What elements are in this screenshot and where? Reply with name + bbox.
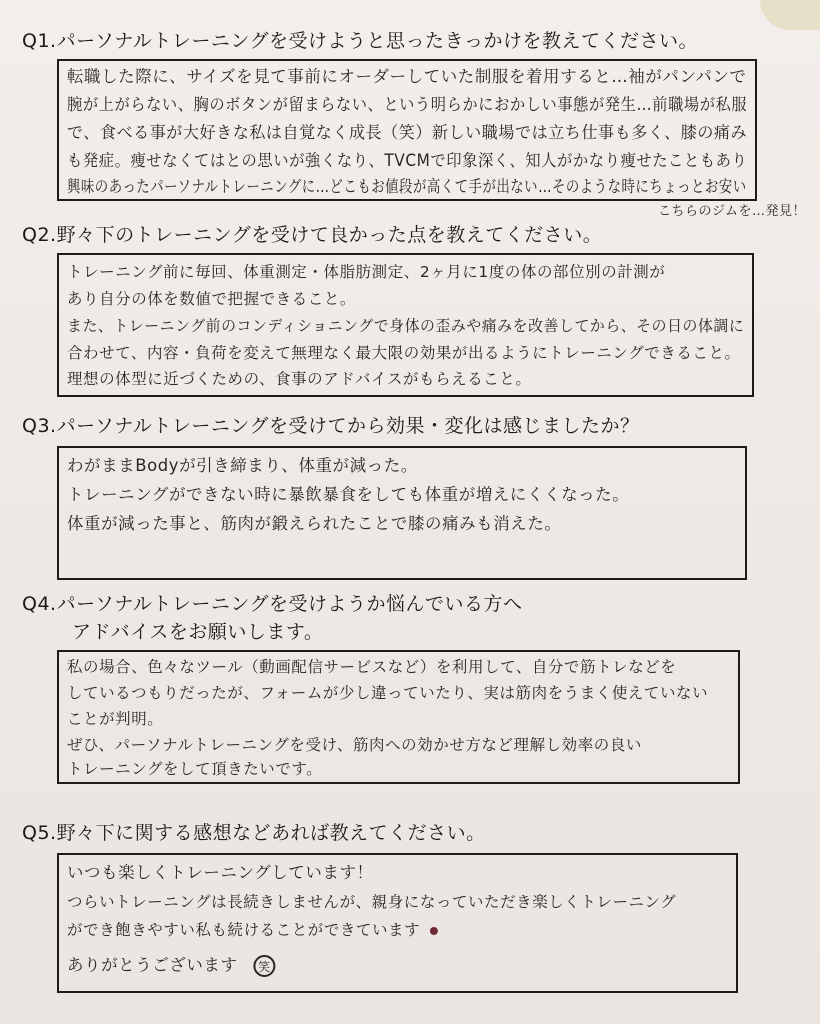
q3-answer-line: 体重が減った事と、筋肉が鍛えられたことで膝の痛みも消えた。 xyxy=(67,514,562,533)
q1-answer-line: 腕が上がらない、胸のボタンが留まらない、という明らかにおかしい事態が発生…前職場が私服 xyxy=(67,95,748,114)
q4-question-line2: アドバイスをお願いします。 xyxy=(72,621,324,643)
q4-answer-box xyxy=(57,650,740,784)
q5-question: Q5.野々下に関する感想などあれば教えてください。 xyxy=(22,822,486,844)
q1-answer-line: で、食べる事が大好きな私は自覚なく成長（笑）新しい職場では立ち仕事も多く、膝の痛み xyxy=(67,123,748,142)
q1-answer-line: も発症。痩せなくてはとの思いが強くなり、TVCMで印象深く、知人がかなり痩せたこともあり xyxy=(67,151,748,170)
q4-answer-line: しているつもりだったが、フォームが少し違っていたり、実は筋肉をうまく使えていない xyxy=(67,684,709,702)
smile-stamp-icon: 笑 xyxy=(253,955,275,977)
q1-answer-line: 興味のあったパーソナルトレーニングに…どこもお値段が高くて手が出ない…そのような時にちょっとお安い xyxy=(67,177,747,196)
q3-question: Q3.パーソナルトレーニングを受けてから効果・変化は感じましたか？ xyxy=(22,415,640,437)
heart-icon xyxy=(430,927,438,935)
q2-answer-line: 合わせて、内容・負荷を変えて無理なく最大限の効果が出るようにトレーニングできること。 xyxy=(67,344,741,362)
q3-answer-line: わがままBodyが引き締まり、体重が減った。 xyxy=(67,456,418,475)
q1-question: Q1.パーソナルトレーニングを受けようと思ったきっかけを教えてください。 xyxy=(22,30,698,52)
q5-answer-line: つらいトレーニングは長続きしませんが、親身になっていただき楽しくトレーニング xyxy=(67,893,677,911)
q2-answer-line: あり自分の体を数値で把握できること。 xyxy=(67,290,356,308)
q1-side-note: こちらのジムを…発見！ xyxy=(658,204,806,219)
q5-answer-line-4 xyxy=(67,955,728,977)
q2-answer-line: トレーニング前に毎回、体重測定・体脂肪測定、2ヶ月に1度の体の部位別の計測が xyxy=(67,263,666,281)
q5-answer-line: いつも楽しくトレーニングしています！ xyxy=(67,863,374,882)
corner-decoration xyxy=(760,0,820,30)
q4-answer-line: ことが判明。 xyxy=(67,710,164,728)
q4-answer-line: 私の場合、色々なツール（動画配信サービスなど）を利用して、自分で筋トレなどを xyxy=(67,658,677,676)
q4-answer-line: トレーニングをして頂きたいです。 xyxy=(67,760,323,778)
q4-question-line1: Q4.パーソナルトレーニングを受けようか悩んでいる方へ xyxy=(22,593,523,615)
q2-answer-line: また、トレーニング前のコンディショニングで身体の歪みや痛みを改善してから、その日の体調に xyxy=(67,317,745,335)
q2-answer-line: 理想の体型に近づくための、食事のアドバイスがもらえること。 xyxy=(67,370,532,388)
q1-answer-line: 転職した際に、サイズを見て事前にオーダーしていた制服を着用すると…袖がパンパンで xyxy=(67,67,747,86)
q3-answer-line: トレーニングができない時に暴飲暴食をしても体重が増えにくくなった。 xyxy=(67,485,630,504)
q5-answer-line: ありがとうございます xyxy=(67,955,238,975)
q5-answer-line: ができ飽きやすい私も続けることができています xyxy=(67,921,421,939)
q5-answer-line-3 xyxy=(67,923,728,939)
q3-answer-box xyxy=(57,446,747,580)
q5-answer-box xyxy=(57,853,738,993)
q1-answer-box xyxy=(57,59,757,201)
q2-answer-box xyxy=(57,253,754,397)
q4-answer-line: ぜひ、パーソナルトレーニングを受け、筋肉への効かせ方など理解し効率の良い xyxy=(67,736,642,754)
q2-question: Q2.野々下のトレーニングを受けて良かった点を教えてください。 xyxy=(22,224,603,246)
